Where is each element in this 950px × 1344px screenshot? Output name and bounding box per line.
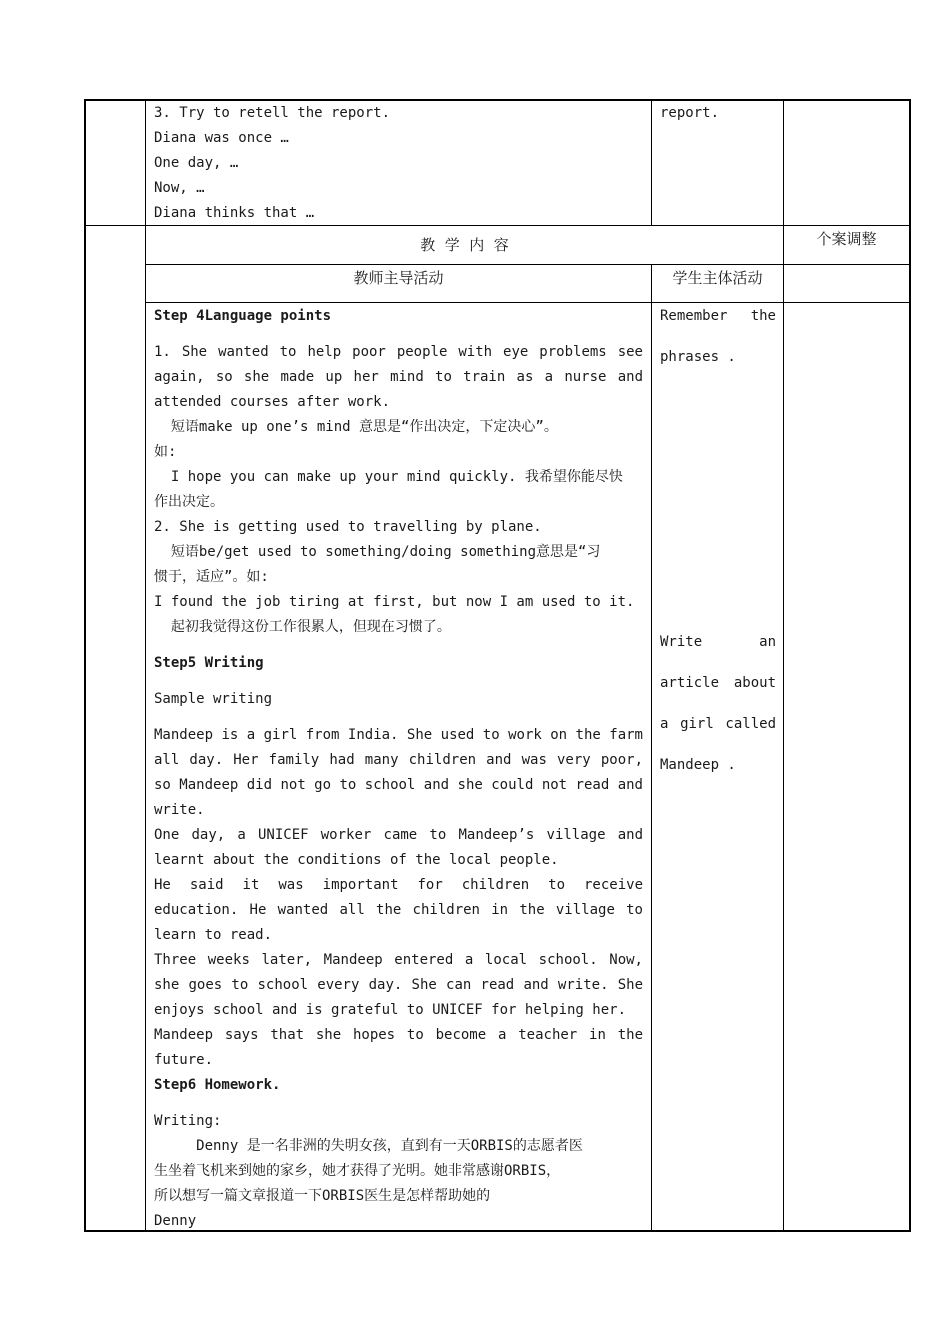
student-write: a girl called (660, 716, 776, 732)
example-sentence: I found the job tiring at first, but now I am used to it. (154, 594, 635, 610)
student-activity-text: report. (660, 105, 720, 121)
student-write: article about (660, 675, 776, 691)
step6-title: Step6 Homework. (154, 1077, 281, 1093)
language-point-2: 2. She is getting used to travelling by plane. (154, 519, 542, 535)
teacher-activity-cell (154, 304, 643, 1234)
phrase-note: 惯于，适应”。如: (154, 569, 269, 585)
example-sentence: 作出决定。 (154, 494, 224, 510)
adjust-column-header: 个案调整 (816, 230, 877, 248)
language-point-1: 1. She wanted to help poor people with eye problems see (154, 344, 643, 360)
step5-title: Step5 Writing (154, 655, 264, 671)
sample-line: she goes to school every day. She can read and write. She (154, 977, 643, 993)
content-title: 教 学 内 容 (420, 236, 509, 254)
homework-prompt: 生坐着飞机来到她的家乡，她才获得了光明。她非常感谢ORBIS， (154, 1163, 561, 1179)
phrase-note: 短语make up one’s mind 意思是“作出决定，下定决心”。 (154, 419, 558, 435)
language-point-1: attended courses after work. (154, 394, 391, 410)
student-activity-cell (660, 304, 776, 386)
retell-instruction: 3. Try to retell the report. (154, 105, 391, 121)
sample-line: Mandeep says that she hopes to become a teacher in the (154, 1027, 643, 1043)
retell-line: Diana was once … (154, 130, 289, 146)
homework-prompt: 所以想写一篇文章报道一下ORBIS医生是怎样帮助她的 (154, 1188, 491, 1204)
sample-line: education. He wanted all the children in the village to (154, 902, 643, 918)
student-write: Write an (660, 634, 776, 650)
sample-line: He said it was important for children to receive (154, 877, 643, 893)
sample-line: so Mandeep did not go to school and she could not read and (154, 777, 643, 793)
step4-title: Step 4Language points (154, 308, 332, 324)
retell-line: Now, … (154, 180, 205, 196)
sample-line: learn to read. (154, 927, 273, 943)
sample-line: Mandeep is a girl from India. She used to work on the farm (154, 727, 643, 743)
sample-writing-label: Sample writing (154, 691, 273, 707)
student-writing-cell (660, 630, 776, 794)
top-row-main-cell (154, 101, 644, 226)
student-remember: phrases . (660, 349, 736, 365)
retell-line: Diana thinks that … (154, 205, 315, 221)
sample-line: all day. Her family had many children and was very poor, (154, 752, 643, 768)
homework-writing-label: Writing: (154, 1113, 222, 1129)
sample-line: One day, a UNICEF worker came to Mandeep’s village and (154, 827, 643, 843)
phrase-note: 如: (154, 444, 177, 460)
sample-line: Three weeks later, Mandeep entered a local school. Now, (154, 952, 643, 968)
teacher-column-header: 教师主导活动 (353, 269, 444, 287)
sample-line: enjoys school and is grateful to UNICEF for helping her. (154, 1002, 627, 1018)
student-remember: Remember the (660, 308, 776, 324)
sample-line: write. (154, 802, 205, 818)
homework-prompt: Denny 是一名非洲的失明女孩，直到有一天ORBIS的志愿者医 (154, 1138, 583, 1154)
sample-line: learnt about the conditions of the local people. (154, 852, 559, 868)
example-translation: 起初我觉得这份工作很累人，但现在习惯了。 (154, 619, 451, 635)
sample-line: future. (154, 1052, 214, 1068)
student-write: Mandeep . (660, 757, 736, 773)
homework-denny: Denny (154, 1213, 197, 1229)
top-row-student-cell (660, 101, 778, 126)
example-sentence: I hope you can make up your mind quickly. 我希望你能尽快 (154, 469, 623, 485)
student-column-header: 学生主体活动 (672, 269, 763, 287)
phrase-note: 短语be/get used to something/doing something意思是“习 (154, 544, 601, 560)
retell-line: One day, … (154, 155, 239, 171)
language-point-1: again, so she made up her mind to train as a nurse and (154, 369, 643, 385)
